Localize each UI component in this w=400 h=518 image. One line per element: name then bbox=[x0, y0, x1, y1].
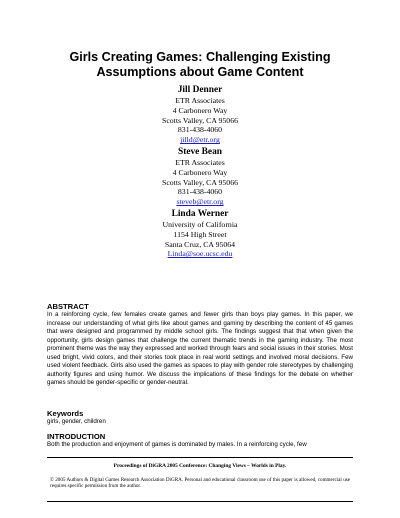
proceedings-footer bbox=[47, 457, 353, 502]
author-email-link[interactable]: steveb@etr.org bbox=[176, 197, 224, 207]
introduction-heading: INTRODUCTION bbox=[47, 432, 106, 441]
author-city: Santa Cruz, CA 95064 bbox=[164, 239, 236, 249]
title-line-1: Girls Creating Games: Challenging Existing bbox=[69, 50, 331, 64]
author-name: Linda Werner bbox=[171, 209, 229, 219]
paper-title bbox=[40, 50, 360, 80]
author-organization: ETR Associates bbox=[175, 158, 225, 167]
author-city: Scotts Valley, CA 95066 bbox=[161, 177, 239, 187]
author-organization: ETR Associates bbox=[175, 96, 225, 105]
proceedings-title: Proceedings of DiGRA 2005 Conference: Changing Views – Worlds in Play. bbox=[113, 463, 287, 469]
abstract-text: In a reinforcing cycle, few females create games and fewer girls than boys play games. In this paper, we increase our understanding of what girls like about games and gaming by describing the content of 45 games that were designed and programmed by middle school girls. The findings suggest that that when given the opportunity, girls design games that challenge the current thematic trends in the gaming industry. The most prominent theme was the way they expressed and worked through fears and social issues in their stories. Most used bright, vivid colors, and their stories took place in real world settings and involved moral decisions. Few used violent feedback. Girls also used the games as spaces to play with gender role stereotypes by challenging authority figures and using humor. We discuss the implications of these findings for the debate on whether games should be gender-specific or gender-neutral. bbox=[47, 311, 353, 387]
author-block-2 bbox=[100, 147, 300, 207]
author-city: Scotts Valley, CA 95066 bbox=[161, 115, 239, 125]
author-email-link[interactable]: Linda@soe.ucsc.edu bbox=[167, 249, 233, 259]
author-block-1 bbox=[100, 85, 300, 145]
keywords-heading: Keywords bbox=[47, 409, 84, 418]
author-street: 4 Carbonero Way bbox=[172, 167, 228, 177]
author-street: 1154 High Street bbox=[173, 229, 227, 239]
author-email-link[interactable]: jilld@etr.org bbox=[180, 135, 220, 145]
author-name: Steve Bean bbox=[177, 147, 222, 157]
author-name: Jill Denner bbox=[177, 85, 223, 95]
author-phone: 831-438-4060 bbox=[177, 125, 223, 135]
author-block-3 bbox=[100, 209, 300, 259]
keywords-text: girls, gender, children bbox=[47, 418, 106, 425]
introduction-text: Both the production and enjoyment of games is dominated by males. In a reinforcing cycle, few bbox=[47, 441, 307, 448]
copyright-notice: © 2005 Authors & Digital Games Research Association DiGRA. Personal and educational classroom use of this paper is allowed, commercial use requires specific permission from the author. bbox=[50, 477, 350, 490]
author-street: 4 Carbonero Way bbox=[172, 105, 228, 115]
author-organization: University of California bbox=[162, 220, 238, 229]
abstract-heading: ABSTRACT bbox=[47, 302, 89, 311]
author-phone: 831-438-4060 bbox=[177, 187, 223, 197]
title-line-2: Assumptions about Game Content bbox=[96, 65, 304, 79]
